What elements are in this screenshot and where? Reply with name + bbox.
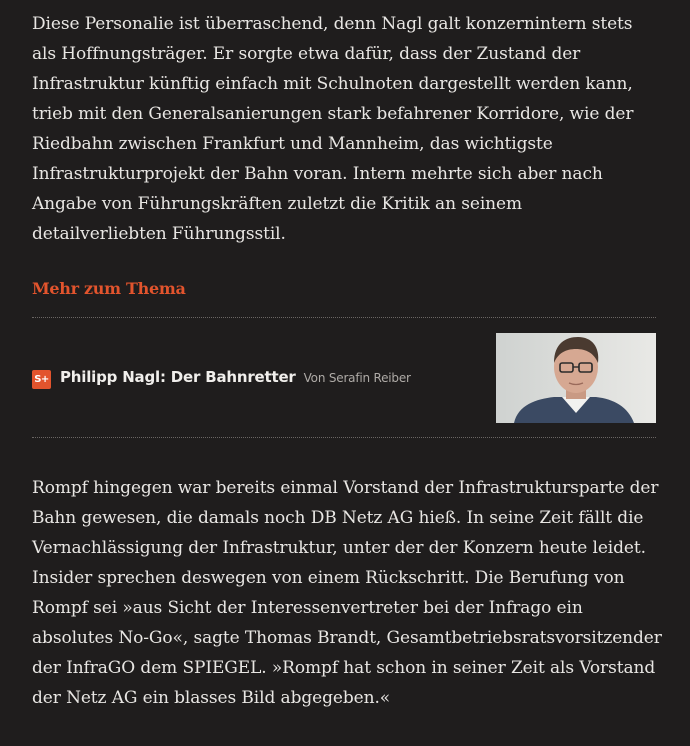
portrait-photo-icon [496, 333, 656, 423]
spiegel-plus-badge-icon: S+ [32, 370, 51, 389]
teaser-author: Von Serafin Reiber [303, 371, 411, 385]
teaser-title-link[interactable] [60, 368, 411, 386]
article-paragraph: Diese Personalie ist überraschend, denn Nagl galt konzernintern stets als Hoffnungsträger. Er sorgte etwa dafür, dass der Zustand der Infrastruktur künftig einfach mit Schulnoten dargestellt werden kann, trieb mit den Generalsanierungen stark befahrener Korridore, wie der Riedbahn zwischen Frankfurt und Mannheim, das wichtigste Infrastrukturprojekt der Bahn voran. Intern mehrte sich aber nach Angabe von Führungskräften zuletzt die Kritik an seinem detailverliebten Führungsstil. [32, 14, 634, 244]
teaser-title: Philipp Nagl: Der Bahnretter [60, 368, 296, 386]
teaser-portrait-image[interactable] [496, 333, 656, 423]
related-article-teaser[interactable] [32, 333, 656, 423]
article-paragraph: Rompf hingegen war bereits einmal Vorstand der Infrastruktursparte der Bahn gewesen, die damals noch DB Netz AG hieß. In seine Zeit fällt die Vernachlässigung der Infrastruktur, unter der der Konzern heute leidet. Insider sprechen deswegen von einem Rückschritt. Die Berufung von Rompf sei »aus Sicht der Interessenvertreter bei der Infrago ein absolutes No-Go«, sagte Thomas Brandt, Gesamtbetriebsratsvorsitzender der InfraGO dem SPIEGEL. »Rompf hat schon in seiner Zeit als Vorstand der Netz AG ein blasses Bild abgegeben.« [32, 478, 662, 708]
teaser-divider-top [32, 317, 656, 318]
teaser-divider-bottom [32, 437, 656, 438]
related-heading: Mehr zum Thema [32, 279, 186, 298]
